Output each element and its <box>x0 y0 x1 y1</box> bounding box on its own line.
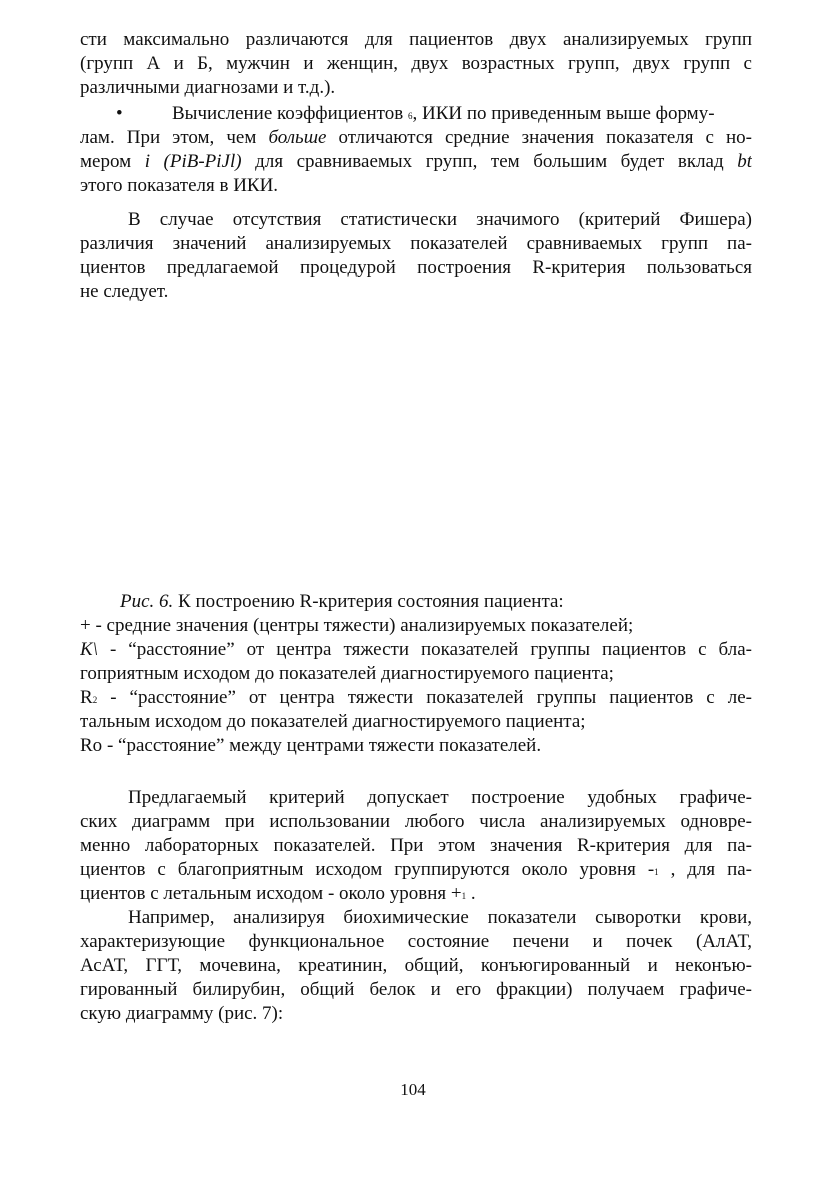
italic-word: больше <box>268 127 327 148</box>
caption-symbol: К\ <box>80 639 98 660</box>
text-fragment: , ИКИ по приведенным выше форму- <box>412 103 715 124</box>
text-line <box>80 882 752 906</box>
paragraph-fisher <box>80 208 752 304</box>
text-fragment: - “расстояние” между центрами тяжести показателей. <box>106 735 542 756</box>
page-number: 104 <box>400 1080 426 1099</box>
text-line <box>80 858 752 882</box>
caption-line: тальным исходом до показателей диагностируемого пациента; <box>80 711 586 732</box>
text-line: циентов предлагаемой процедурой построения R-критерия пользоваться <box>80 257 752 278</box>
text-fragment: для сравниваемых групп, тем большим будет вклад <box>255 151 724 172</box>
text-line <box>80 150 752 174</box>
text-fragment: . <box>470 883 476 904</box>
caption-symbol: Ro <box>80 735 103 756</box>
text-line <box>80 786 752 810</box>
italic-expression: (PiB-PiJl) <box>163 151 242 172</box>
text-fragment: В случае отсутствия статистически значимого (критерий Фишера) <box>128 209 752 230</box>
text-fragment: - “расстояние” от центра тяжести показателей группы пациентов с бла- <box>109 639 752 660</box>
text-line: различными диагнозами и т.д.). <box>80 77 336 98</box>
subscript: 6 <box>407 111 413 121</box>
text-line: различия значений анализируемых показателей сравниваемых групп па- <box>80 233 752 254</box>
text-line: не следует. <box>80 281 169 302</box>
italic-symbol: bt <box>737 151 752 172</box>
caption-line <box>80 638 752 662</box>
caption-title-line <box>80 590 752 614</box>
text-fragment: мером <box>80 151 132 172</box>
text-fragment: циентов с благоприятным исходом группируются около уровня - <box>80 859 655 880</box>
text-line: ских диаграмм при использовании любого числа анализируемых одновре- <box>80 811 752 832</box>
caption-title: К построению R-критерия состояния пациента: <box>178 591 564 612</box>
figure-caption <box>80 590 752 758</box>
text-line: менно лабораторных показателей. При этом значения R-критерия для па- <box>80 835 752 856</box>
text-fragment: Например, анализируя биохимические показатели сыворотки крови, <box>128 907 752 928</box>
bullet-marker: • <box>116 103 123 124</box>
bullet-paragraph <box>80 102 764 198</box>
text-fragment: циентов с летальным исходом - около уровня + <box>80 883 462 904</box>
text-line: этого показателя в ИКИ. <box>80 175 279 196</box>
text-fragment: , для па- <box>670 859 752 880</box>
text-fragment: лам. При этом, чем <box>80 127 257 148</box>
text-fragment: отличаются средние значения показателя с но- <box>338 127 752 148</box>
paragraph-example <box>80 906 752 1026</box>
text-line: АсАТ, ГГТ, мочевина, креатинин, общий, конъюгированный и неконъю- <box>80 955 752 976</box>
text-line <box>80 906 752 930</box>
subscript: 1 <box>654 867 659 877</box>
caption-line: + - средние значения (центры тяжести) анализируемых показателей; <box>80 615 634 636</box>
caption-label: Рис. 6. <box>120 591 174 612</box>
figure-area <box>80 310 752 580</box>
text-line: (групп А и Б, мужчин и женщин, двух возрастных групп, двух групп с <box>80 53 752 74</box>
text-line <box>80 126 752 150</box>
text-line: скую диаграмму (рис. 7): <box>80 1003 284 1024</box>
caption-line: гоприятным исходом до показателей диагностируемого пациента; <box>80 663 614 684</box>
subscript: 2 <box>92 695 98 705</box>
paragraph-criterion <box>80 786 752 906</box>
text-fragment: - “расстояние” от центра тяжести показателей группы пациентов с ле- <box>110 687 752 708</box>
caption-line <box>80 734 752 758</box>
caption-line <box>80 686 752 710</box>
subscript: 1 <box>461 891 467 901</box>
text-fragment: Вычисление коэффициентов <box>172 103 404 124</box>
text-line: характеризующие функциональное состояние печени и почек (АлАТ, <box>80 931 752 952</box>
text-fragment: Предлагаемый критерий допускает построение удобных графиче- <box>128 787 752 808</box>
text-line: сти максимально различаются для пациентов двух анализируемых групп <box>80 29 752 50</box>
text-line <box>80 208 752 232</box>
italic-index: i <box>144 151 150 172</box>
text-line <box>80 102 764 126</box>
paragraph-continuation <box>80 28 752 100</box>
text-line: гированный билирубин, общий белок и его фракции) получаем графиче- <box>80 979 752 1000</box>
caption-symbol: R <box>80 687 93 708</box>
